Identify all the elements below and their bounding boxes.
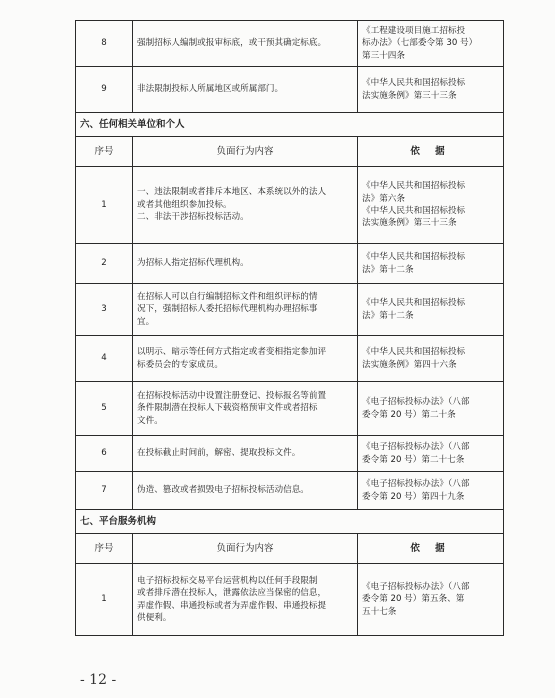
row-basis: 《电子招标投标办法》（八部 委令第 20 号）第二十七条 bbox=[358, 436, 504, 472]
row-number: 7 bbox=[76, 472, 133, 510]
section-heading-row bbox=[76, 113, 504, 137]
table-row bbox=[76, 244, 504, 284]
row-basis: 《中华人民共和国招标投标 法实施条例》第四十六条 bbox=[358, 336, 504, 382]
table-row bbox=[76, 564, 504, 636]
section-title: 六、任何相关单位和个人 bbox=[76, 113, 504, 137]
regulation-table bbox=[75, 20, 504, 636]
row-number: 1 bbox=[76, 564, 133, 636]
row-number: 5 bbox=[76, 382, 133, 436]
section-heading-row bbox=[76, 510, 504, 534]
table-row bbox=[76, 284, 504, 336]
table-row bbox=[76, 382, 504, 436]
row-content: 以明示、暗示等任何方式指定或者变相指定参加评 标委员会的专家成员。 bbox=[133, 336, 358, 382]
row-content: 为招标人指定招标代理机构。 bbox=[133, 244, 358, 284]
page-number: - 12 - bbox=[80, 672, 117, 688]
row-basis: 《中华人民共和国招标投标 法》第十二条 bbox=[358, 284, 504, 336]
row-number: 9 bbox=[76, 67, 133, 113]
section-title: 七、平台服务机构 bbox=[76, 510, 504, 534]
row-content: 一、违法限制或者排斥本地区、本系统以外的法人 或者其他组织参加投标。 二、非法干涉招标投标活动。 bbox=[133, 167, 358, 244]
header-content: 负面行为内容 bbox=[133, 137, 358, 167]
row-basis: 《电子招标投标办法》（八部 委令第 20 号）第五条、第 五十七条 bbox=[358, 564, 504, 636]
row-number: 2 bbox=[76, 244, 133, 284]
header-basis: 依 据 bbox=[358, 137, 504, 167]
row-basis: 《电子招标投标办法》（八部 委令第 20 号）第二十条 bbox=[358, 382, 504, 436]
row-number: 1 bbox=[76, 167, 133, 244]
row-basis: 《中华人民共和国招标投标 法》第十二条 bbox=[358, 244, 504, 284]
row-basis: 《中华人民共和国招标投标 法》第六条 《中华人民共和国招标投标 法实施条例》第三十三条 bbox=[358, 167, 504, 244]
row-number: 3 bbox=[76, 284, 133, 336]
header-content: 负面行为内容 bbox=[133, 534, 358, 564]
header-no: 序号 bbox=[76, 534, 133, 564]
table-header-row bbox=[76, 534, 504, 564]
table-header-row bbox=[76, 137, 504, 167]
table-row bbox=[76, 67, 504, 113]
header-no: 序号 bbox=[76, 137, 133, 167]
row-content: 在招标人可以自行编制招标文件和组织评标的情 况下，强制招标人委托招标代理机构办理招标事 宜。 bbox=[133, 284, 358, 336]
row-content: 强制招标人编制或报审标底，或干预其确定标底。 bbox=[133, 21, 358, 67]
row-content: 电子招标投标交易平台运营机构以任何手段限制 或者排斥潜在投标人，泄露依法应当保密的信息， 弄虚作假、串通投标或者为弄虚作假、串通投标提 供便利。 bbox=[133, 564, 358, 636]
row-content: 在招标投标活动中设置注册登记、投标报名等前置 条件限制潜在投标人下载资格预审文件或者招标 文件。 bbox=[133, 382, 358, 436]
table-row bbox=[76, 21, 504, 67]
table-row bbox=[76, 336, 504, 382]
table-body bbox=[76, 21, 504, 636]
row-basis: 《中华人民共和国招标投标 法实施条例》第三十三条 bbox=[358, 67, 504, 113]
table-row bbox=[76, 167, 504, 244]
header-basis: 依 据 bbox=[358, 534, 504, 564]
table-row bbox=[76, 472, 504, 510]
row-basis: 《工程建设项目施工招标投 标办法》（七部委令第 30 号） 第三十四条 bbox=[358, 21, 504, 67]
row-content: 非法限制投标人所属地区或所属部门。 bbox=[133, 67, 358, 113]
row-number: 8 bbox=[76, 21, 133, 67]
row-content: 在投标截止时间前，解密、提取投标文件。 bbox=[133, 436, 358, 472]
row-number: 6 bbox=[76, 436, 133, 472]
table-row bbox=[76, 436, 504, 472]
row-number: 4 bbox=[76, 336, 133, 382]
row-content: 伪造、篡改或者损毁电子招标投标活动信息。 bbox=[133, 472, 358, 510]
row-basis: 《电子招标投标办法》（八部 委令第 20 号）第四十九条 bbox=[358, 472, 504, 510]
